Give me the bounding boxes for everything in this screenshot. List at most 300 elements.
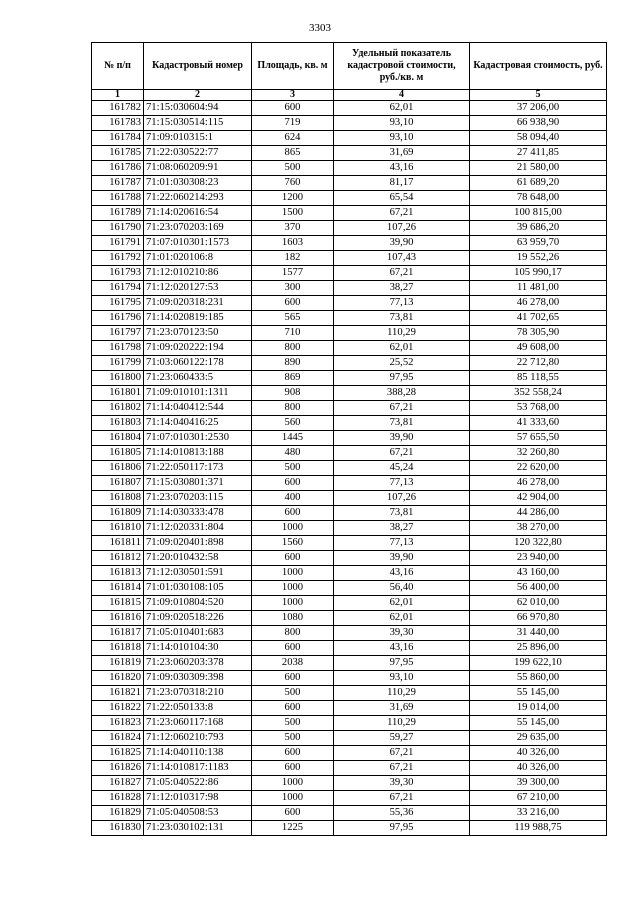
specific-value-cell: 107,43 [334, 251, 470, 266]
row-number-cell: 161808 [92, 491, 144, 506]
cadastral-value-cell: 61 689,20 [470, 176, 607, 191]
row-number-cell: 161800 [92, 371, 144, 386]
area-cell: 1225 [252, 821, 334, 836]
cadastral-value-cell: 27 411,85 [470, 146, 607, 161]
cadastral-value-cell: 66 970,80 [470, 611, 607, 626]
row-number-cell: 161783 [92, 116, 144, 131]
cadastral-value-cell: 119 988,75 [470, 821, 607, 836]
table-row [92, 821, 607, 836]
cadastral-value-cell: 46 278,00 [470, 296, 607, 311]
area-cell: 182 [252, 251, 334, 266]
specific-value-cell: 56,40 [334, 581, 470, 596]
cadastral-number-cell: 71:12:020127:53 [144, 281, 252, 296]
specific-value-cell: 59,27 [334, 731, 470, 746]
area-cell: 500 [252, 686, 334, 701]
area-cell: 865 [252, 146, 334, 161]
table-row [92, 581, 607, 596]
row-number-cell: 161793 [92, 266, 144, 281]
table-row [92, 506, 607, 521]
specific-value-cell: 67,21 [334, 266, 470, 281]
row-number-cell: 161813 [92, 566, 144, 581]
row-number-cell: 161816 [92, 611, 144, 626]
cadastral-value-cell: 57 655,50 [470, 431, 607, 446]
cadastral-number-cell: 71:09:020401:898 [144, 536, 252, 551]
table-row [92, 281, 607, 296]
cadastral-value-cell: 85 118,55 [470, 371, 607, 386]
cadastral-value-cell: 44 286,00 [470, 506, 607, 521]
row-number-cell: 161818 [92, 641, 144, 656]
cadastral-number-cell: 71:14:040412:544 [144, 401, 252, 416]
row-number-cell: 161823 [92, 716, 144, 731]
specific-value-cell: 25,52 [334, 356, 470, 371]
cadastral-number-cell: 71:15:030801:371 [144, 476, 252, 491]
table-row [92, 146, 607, 161]
area-cell: 600 [252, 671, 334, 686]
area-cell: 1000 [252, 521, 334, 536]
area-cell: 710 [252, 326, 334, 341]
cadastral-value-cell: 120 322,80 [470, 536, 607, 551]
table-row [92, 536, 607, 551]
cadastral-value-cell: 78 648,00 [470, 191, 607, 206]
row-number-cell: 161815 [92, 596, 144, 611]
row-number-cell: 161801 [92, 386, 144, 401]
row-number-cell: 161787 [92, 176, 144, 191]
table-row [92, 671, 607, 686]
cadastral-value-cell: 38 270,00 [470, 521, 607, 536]
specific-value-cell: 97,95 [334, 656, 470, 671]
table-row [92, 191, 607, 206]
cadastral-number-cell: 71:14:010817:1183 [144, 761, 252, 776]
row-number-cell: 161829 [92, 806, 144, 821]
area-cell: 1560 [252, 536, 334, 551]
specific-value-cell: 62,01 [334, 101, 470, 116]
cadastral-number-cell: 71:05:040508:53 [144, 806, 252, 821]
specific-value-cell: 73,81 [334, 311, 470, 326]
row-number-cell: 161828 [92, 791, 144, 806]
area-cell: 370 [252, 221, 334, 236]
area-cell: 1080 [252, 611, 334, 626]
table-row [92, 461, 607, 476]
table-row [92, 656, 607, 671]
specific-value-cell: 110,29 [334, 716, 470, 731]
cadastral-value-cell: 53 768,00 [470, 401, 607, 416]
header-row-number: № п/п [92, 43, 144, 90]
cadastral-value-cell: 22 620,00 [470, 461, 607, 476]
table-row [92, 401, 607, 416]
row-number-cell: 161804 [92, 431, 144, 446]
cadastral-number-cell: 71:09:020518:226 [144, 611, 252, 626]
cadastral-value-cell: 55 860,00 [470, 671, 607, 686]
cadastral-value-cell: 39 686,20 [470, 221, 607, 236]
row-number-cell: 161784 [92, 131, 144, 146]
cadastral-value-cell: 23 940,00 [470, 551, 607, 566]
row-number-cell: 161814 [92, 581, 144, 596]
specific-value-cell: 45,24 [334, 461, 470, 476]
row-number-cell: 161795 [92, 296, 144, 311]
page-number: 3303 [309, 22, 331, 34]
cadastral-value-cell: 29 635,00 [470, 731, 607, 746]
specific-value-cell: 67,21 [334, 206, 470, 221]
table-row [92, 626, 607, 641]
specific-value-cell: 55,36 [334, 806, 470, 821]
table-row [92, 341, 607, 356]
table-row [92, 746, 607, 761]
table-row [92, 131, 607, 146]
area-cell: 800 [252, 401, 334, 416]
table-row [92, 791, 607, 806]
cadastral-number-cell: 71:12:010210:86 [144, 266, 252, 281]
table-row [92, 236, 607, 251]
table-row [92, 806, 607, 821]
specific-value-cell: 62,01 [334, 596, 470, 611]
table-row [92, 761, 607, 776]
column-number: 2 [144, 90, 252, 101]
cadastral-number-cell: 71:23:060203:378 [144, 656, 252, 671]
specific-value-cell: 93,10 [334, 671, 470, 686]
cadastral-value-cell: 66 938,90 [470, 116, 607, 131]
area-cell: 1445 [252, 431, 334, 446]
cadastral-number-cell: 71:09:010804:520 [144, 596, 252, 611]
column-number: 1 [92, 90, 144, 101]
table-row [92, 251, 607, 266]
row-number-cell: 161788 [92, 191, 144, 206]
specific-value-cell: 62,01 [334, 341, 470, 356]
specific-value-cell: 39,30 [334, 776, 470, 791]
row-number-cell: 161830 [92, 821, 144, 836]
area-cell: 1200 [252, 191, 334, 206]
area-cell: 1603 [252, 236, 334, 251]
area-cell: 719 [252, 116, 334, 131]
row-number-cell: 161824 [92, 731, 144, 746]
area-cell: 500 [252, 161, 334, 176]
header-specific-value: Удельный показатель кадастровой стоимости, руб./кв. м [334, 43, 470, 90]
cadastral-value-cell: 31 440,00 [470, 626, 607, 641]
area-cell: 1500 [252, 206, 334, 221]
table-row [92, 521, 607, 536]
cadastral-number-cell: 71:12:020331:804 [144, 521, 252, 536]
specific-value-cell: 39,90 [334, 236, 470, 251]
cadastral-number-cell: 71:03:060122:178 [144, 356, 252, 371]
specific-value-cell: 93,10 [334, 131, 470, 146]
specific-value-cell: 77,13 [334, 536, 470, 551]
table-row [92, 431, 607, 446]
cadastral-number-cell: 71:14:010813:188 [144, 446, 252, 461]
row-number-cell: 161782 [92, 101, 144, 116]
area-cell: 600 [252, 296, 334, 311]
header-cadastral-value: Кадастровая стоимость, руб. [470, 43, 607, 90]
cadastral-number-cell: 71:07:010301:2530 [144, 431, 252, 446]
header-cadastral-number: Кадастровый номер [144, 43, 252, 90]
cadastral-number-cell: 71:05:040522:86 [144, 776, 252, 791]
row-number-cell: 161811 [92, 536, 144, 551]
cadastral-value-cell: 33 216,00 [470, 806, 607, 821]
row-number-cell: 161791 [92, 236, 144, 251]
cadastral-number-cell: 71:14:030333:478 [144, 506, 252, 521]
area-cell: 2038 [252, 656, 334, 671]
specific-value-cell: 67,21 [334, 791, 470, 806]
cadastral-value-cell: 55 145,00 [470, 686, 607, 701]
cadastral-value-cell: 105 990,17 [470, 266, 607, 281]
specific-value-cell: 38,27 [334, 521, 470, 536]
cadastral-number-cell: 71:08:060209:91 [144, 161, 252, 176]
cadastral-number-cell: 71:23:070318:210 [144, 686, 252, 701]
specific-value-cell: 67,21 [334, 446, 470, 461]
area-cell: 890 [252, 356, 334, 371]
cadastral-number-cell: 71:23:060117:168 [144, 716, 252, 731]
area-cell: 869 [252, 371, 334, 386]
specific-value-cell: 39,30 [334, 626, 470, 641]
area-cell: 1000 [252, 566, 334, 581]
row-number-cell: 161827 [92, 776, 144, 791]
table-row [92, 356, 607, 371]
table-row [92, 641, 607, 656]
cadastral-number-cell: 71:14:040416:25 [144, 416, 252, 431]
cadastral-number-cell: 71:23:070203:115 [144, 491, 252, 506]
cadastral-value-cell: 42 904,00 [470, 491, 607, 506]
table-row [92, 176, 607, 191]
area-cell: 600 [252, 101, 334, 116]
area-cell: 500 [252, 716, 334, 731]
area-cell: 600 [252, 551, 334, 566]
cadastral-value-cell: 21 580,00 [470, 161, 607, 176]
specific-value-cell: 77,13 [334, 476, 470, 491]
row-number-cell: 161794 [92, 281, 144, 296]
cadastral-value-table [91, 42, 607, 836]
specific-value-cell: 31,69 [334, 146, 470, 161]
row-number-cell: 161810 [92, 521, 144, 536]
cadastral-value-cell: 63 959,70 [470, 236, 607, 251]
cadastral-number-cell: 71:09:020222:194 [144, 341, 252, 356]
specific-value-cell: 81,17 [334, 176, 470, 191]
table-row [92, 776, 607, 791]
specific-value-cell: 43,16 [334, 161, 470, 176]
specific-value-cell: 38,27 [334, 281, 470, 296]
table-row [92, 266, 607, 281]
table-body [92, 101, 607, 836]
cadastral-value-cell: 40 326,00 [470, 746, 607, 761]
cadastral-value-cell: 56 400,00 [470, 581, 607, 596]
cadastral-number-cell: 71:14:010104:30 [144, 641, 252, 656]
column-number: 5 [470, 90, 607, 101]
table-row [92, 491, 607, 506]
cadastral-number-cell: 71:09:020318:231 [144, 296, 252, 311]
area-cell: 300 [252, 281, 334, 296]
column-number: 3 [252, 90, 334, 101]
area-cell: 500 [252, 731, 334, 746]
cadastral-number-cell: 71:14:040110:138 [144, 746, 252, 761]
cadastral-value-cell: 67 210,00 [470, 791, 607, 806]
specific-value-cell: 97,95 [334, 821, 470, 836]
cadastral-number-cell: 71:09:010101:1311 [144, 386, 252, 401]
specific-value-cell: 65,54 [334, 191, 470, 206]
area-cell: 600 [252, 641, 334, 656]
row-number-cell: 161802 [92, 401, 144, 416]
row-number-cell: 161798 [92, 341, 144, 356]
area-cell: 1000 [252, 581, 334, 596]
cadastral-value-cell: 100 815,00 [470, 206, 607, 221]
row-number-cell: 161826 [92, 761, 144, 776]
cadastral-value-cell: 62 010,00 [470, 596, 607, 611]
table-row [92, 611, 607, 626]
cadastral-value-cell: 39 300,00 [470, 776, 607, 791]
row-number-cell: 161812 [92, 551, 144, 566]
cadastral-number-cell: 71:15:030604:94 [144, 101, 252, 116]
cadastral-value-cell: 19 552,26 [470, 251, 607, 266]
table-row [92, 386, 607, 401]
table-row [92, 371, 607, 386]
row-number-cell: 161789 [92, 206, 144, 221]
specific-value-cell: 39,90 [334, 431, 470, 446]
cadastral-value-cell: 11 481,00 [470, 281, 607, 296]
table-row [92, 446, 607, 461]
area-cell: 1000 [252, 776, 334, 791]
table-header-row [92, 43, 607, 90]
row-number-cell: 161790 [92, 221, 144, 236]
row-number-cell: 161799 [92, 356, 144, 371]
table-row [92, 551, 607, 566]
cadastral-number-cell: 71:20:010432:58 [144, 551, 252, 566]
row-number-cell: 161809 [92, 506, 144, 521]
cadastral-number-cell: 71:22:030522:77 [144, 146, 252, 161]
table-row [92, 311, 607, 326]
specific-value-cell: 73,81 [334, 506, 470, 521]
area-cell: 560 [252, 416, 334, 431]
table-row [92, 686, 607, 701]
table-row [92, 416, 607, 431]
cadastral-number-cell: 71:09:030309:398 [144, 671, 252, 686]
specific-value-cell: 67,21 [334, 401, 470, 416]
cadastral-number-cell: 71:23:030102:131 [144, 821, 252, 836]
cadastral-number-cell: 71:14:020819:185 [144, 311, 252, 326]
row-number-cell: 161805 [92, 446, 144, 461]
cadastral-number-cell: 71:01:020106:8 [144, 251, 252, 266]
area-cell: 1577 [252, 266, 334, 281]
row-number-cell: 161807 [92, 476, 144, 491]
specific-value-cell: 110,29 [334, 326, 470, 341]
cadastral-number-cell: 71:14:020616:54 [144, 206, 252, 221]
row-number-cell: 161796 [92, 311, 144, 326]
row-number-cell: 161785 [92, 146, 144, 161]
cadastral-value-cell: 43 160,00 [470, 566, 607, 581]
area-cell: 1000 [252, 596, 334, 611]
table-row [92, 221, 607, 236]
area-cell: 600 [252, 476, 334, 491]
table-row [92, 116, 607, 131]
row-number-cell: 161822 [92, 701, 144, 716]
row-number-cell: 161797 [92, 326, 144, 341]
specific-value-cell: 43,16 [334, 641, 470, 656]
row-number-cell: 161817 [92, 626, 144, 641]
area-cell: 600 [252, 701, 334, 716]
cadastral-value-cell: 25 896,00 [470, 641, 607, 656]
area-cell: 600 [252, 761, 334, 776]
specific-value-cell: 67,21 [334, 746, 470, 761]
cadastral-value-cell: 352 558,24 [470, 386, 607, 401]
row-number-cell: 161825 [92, 746, 144, 761]
area-cell: 760 [252, 176, 334, 191]
cadastral-number-cell: 71:09:010315:1 [144, 131, 252, 146]
cadastral-number-cell: 71:01:030308:23 [144, 176, 252, 191]
row-number-cell: 161821 [92, 686, 144, 701]
specific-value-cell: 31,69 [334, 701, 470, 716]
cadastral-value-cell: 22 712,80 [470, 356, 607, 371]
row-number-cell: 161786 [92, 161, 144, 176]
area-cell: 600 [252, 806, 334, 821]
cadastral-number-cell: 71:15:030514:115 [144, 116, 252, 131]
cadastral-number-cell: 71:12:060210:793 [144, 731, 252, 746]
column-number: 4 [334, 90, 470, 101]
cadastral-value-cell: 40 326,00 [470, 761, 607, 776]
cadastral-value-cell: 58 094,40 [470, 131, 607, 146]
area-cell: 624 [252, 131, 334, 146]
row-number-cell: 161806 [92, 461, 144, 476]
table-row [92, 206, 607, 221]
area-cell: 1000 [252, 791, 334, 806]
table-row [92, 326, 607, 341]
row-number-cell: 161820 [92, 671, 144, 686]
cadastral-value-cell: 199 622,10 [470, 656, 607, 671]
table-row [92, 716, 607, 731]
specific-value-cell: 107,26 [334, 221, 470, 236]
specific-value-cell: 62,01 [334, 611, 470, 626]
area-cell: 600 [252, 506, 334, 521]
cadastral-number-cell: 71:22:060214:293 [144, 191, 252, 206]
cadastral-value-cell: 41 702,65 [470, 311, 607, 326]
specific-value-cell: 97,95 [334, 371, 470, 386]
specific-value-cell: 110,29 [334, 686, 470, 701]
cadastral-number-cell: 71:12:030501:591 [144, 566, 252, 581]
cadastral-value-cell: 19 014,00 [470, 701, 607, 716]
area-cell: 800 [252, 626, 334, 641]
cadastral-number-cell: 71:23:070123:50 [144, 326, 252, 341]
specific-value-cell: 43,16 [334, 566, 470, 581]
specific-value-cell: 107,26 [334, 491, 470, 506]
cadastral-value-cell: 41 333,60 [470, 416, 607, 431]
table-row [92, 701, 607, 716]
area-cell: 400 [252, 491, 334, 506]
table-row [92, 566, 607, 581]
specific-value-cell: 77,13 [334, 296, 470, 311]
cadastral-number-cell: 71:01:030108:105 [144, 581, 252, 596]
cadastral-value-cell: 49 608,00 [470, 341, 607, 356]
specific-value-cell: 388,28 [334, 386, 470, 401]
header-area: Площадь, кв. м [252, 43, 334, 90]
cadastral-value-cell: 55 145,00 [470, 716, 607, 731]
cadastral-number-cell: 71:07:010301:1573 [144, 236, 252, 251]
cadastral-value-cell: 46 278,00 [470, 476, 607, 491]
area-cell: 600 [252, 746, 334, 761]
row-number-cell: 161792 [92, 251, 144, 266]
table-row [92, 596, 607, 611]
table-row [92, 161, 607, 176]
column-number-row [92, 90, 607, 101]
specific-value-cell: 67,21 [334, 761, 470, 776]
cadastral-number-cell: 71:22:050117:173 [144, 461, 252, 476]
area-cell: 480 [252, 446, 334, 461]
cadastral-number-cell: 71:12:010317:98 [144, 791, 252, 806]
table-row [92, 101, 607, 116]
row-number-cell: 161819 [92, 656, 144, 671]
table-row [92, 731, 607, 746]
cadastral-value-cell: 32 260,80 [470, 446, 607, 461]
area-cell: 500 [252, 461, 334, 476]
cadastral-number-cell: 71:05:010401:683 [144, 626, 252, 641]
cadastral-number-cell: 71:22:050133:8 [144, 701, 252, 716]
table-row [92, 296, 607, 311]
row-number-cell: 161803 [92, 416, 144, 431]
area-cell: 565 [252, 311, 334, 326]
specific-value-cell: 93,10 [334, 116, 470, 131]
